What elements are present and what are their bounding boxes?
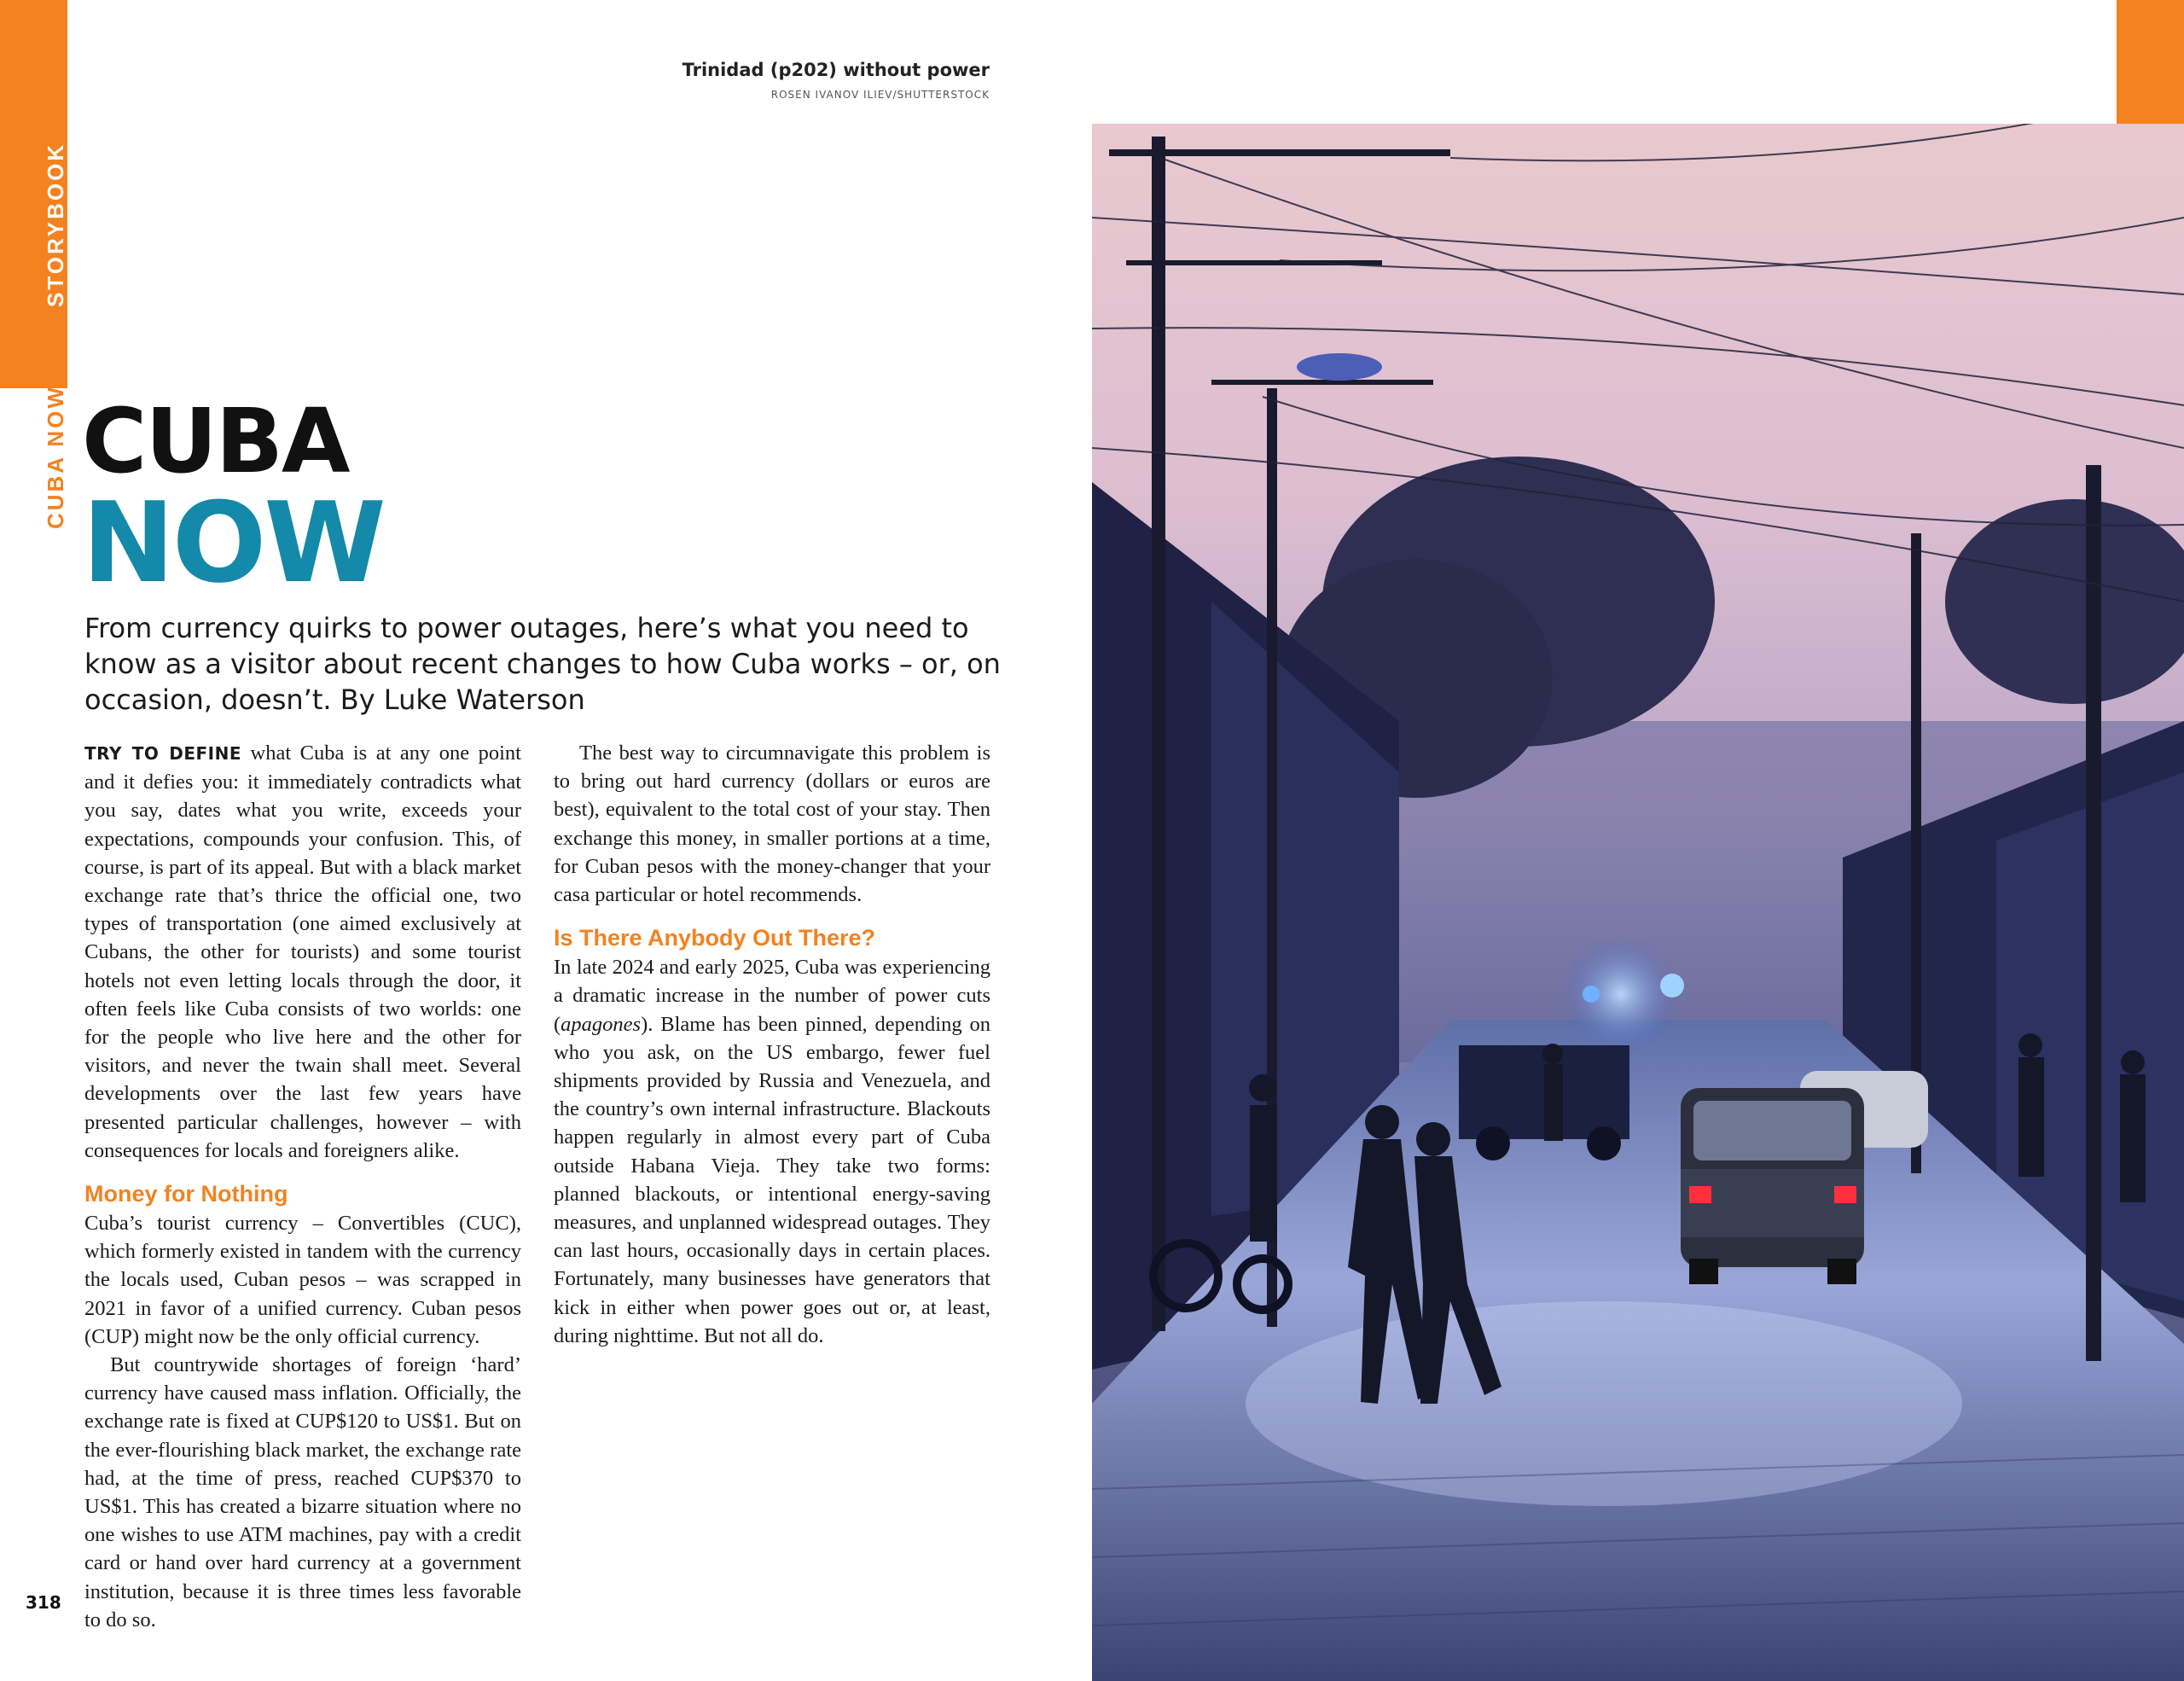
term-apagones: apagones	[561, 1012, 642, 1036]
section-label-left: STORYBOOK	[43, 142, 68, 307]
page-title-line1: CUBA	[82, 389, 349, 493]
photo-credit: ROSEN IVANOV ILIEV/SHUTTERSTOCK	[770, 89, 990, 101]
paragraph-currency: Cuba’s tourist currency – Convertibles (CUC), which formerly existed in tandem with the currency the locals used, Cuban pesos – was scrapped in 2021 in favor of a unified currency. Cuban pesos (CUP) might now be the only official currency.	[84, 1212, 521, 1348]
photo-caption: Trinidad (p202) without power	[682, 60, 990, 80]
page-number: 318	[26, 1592, 61, 1613]
subheading-money: Money for Nothing	[84, 1181, 288, 1207]
article-column-2	[554, 739, 990, 1350]
photo-caption-block	[665, 60, 990, 101]
paragraph-advice: The best way to circumnavigate this problem is to bring out hard currency (dollars or euros are best), equivalent to the total cost of your stay. Then exchange this money, in smaller portions at a time, for Cuban pesos with the money-changer that your casa particular or hotel recommends.	[554, 742, 990, 907]
paragraph-intro	[84, 739, 521, 1165]
paragraph-power-cuts-b: ). Blame has been pinned, depending on who you ask, on the US embargo, fewer fuel shipments provided by Russia and Venezuela, and the country’s own internal infrastructure. Blackouts happen regularly in almost every part of Cuba outside Habana Vieja. They take two forms: planned blackouts, or intentional energy-saving measures, and unplanned widespread outages. They can last hours, occasionally days in certain places. Fortunately, many businesses have generators that kick in either when power goes out or, at least, during nighttime. But not all do.	[554, 1012, 990, 1347]
street-photo-icon	[1092, 124, 2184, 1681]
subheading-power: Is There Anybody Out There?	[554, 925, 876, 951]
paragraph-power-cuts-a: In late 2024 and early 2025, Cuba was experiencing a dramatic increase in the number of power cuts (	[554, 956, 990, 1036]
lead-in: TRY TO DEFINE	[84, 743, 242, 764]
paragraph-power-cuts	[554, 953, 990, 1350]
article-column-1	[84, 739, 521, 1634]
article-dek: From currency quirks to power outages, here’s what you need to know as a visitor about recent changes to how Cuba works – or, on occasion, doesn’t. By Luke Waterson	[84, 612, 1001, 716]
street-photo	[1092, 124, 2184, 1681]
chapter-label: CUBA NOW	[43, 385, 68, 529]
paragraph-inflation: But countrywide shortages of foreign ‘hard’ currency have caused mass inflation. Officially, the exchange rate is fixed at CUP$120 to US$1. But on the ever-flourishing black market, the exchange rate had, at the time of press, reached CUP$370 to US$1. This has created a bizarre situation where no one wishes to use ATM machines, pay with a credit card or hand over hard currency at a government institution, because it is three times less favorable to do so.	[84, 1353, 521, 1632]
page-title-line2: NOW	[82, 478, 384, 608]
paragraph-intro-text: what Cuba is at any one point and it defies you: it immediately contradicts what you say, dates what you write, exceeds your expectations, compounds your confusion. This, of course, is part of its appeal. But with a black market exchange rate that’s thrice the official one, two types of transportation (one aimed exclusively at Cubans, the other for tourists) and some tourist hotels not even letting locals through the door, it often feels like Cuba consists of two worlds: one for the people who live here and the other for visitors, and never the twain shall meet. Several developments over the last few years have presented particular challenges, however – with consequences for locals and foreigners alike.	[84, 742, 521, 1162]
